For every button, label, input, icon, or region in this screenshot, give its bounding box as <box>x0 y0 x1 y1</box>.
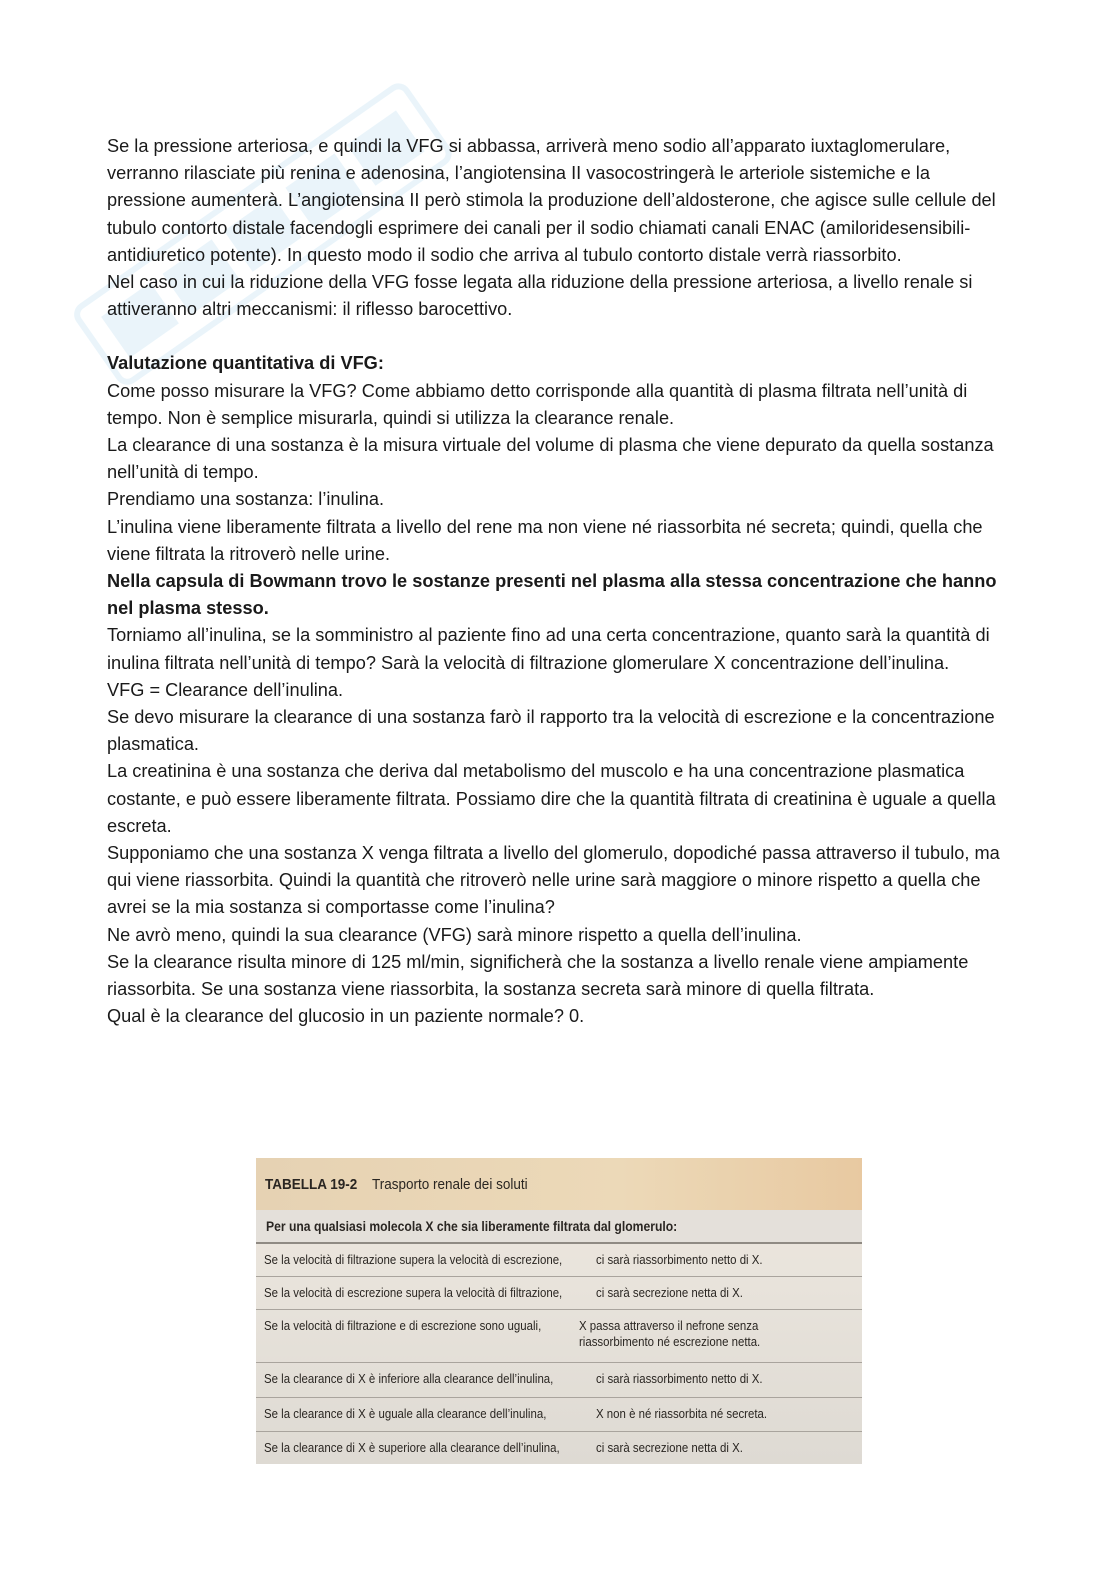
paragraph: Prendiamo una sostanza: l’inulina. <box>107 489 385 510</box>
paragraph: La creatinina è una sostanza che deriva dal metabolismo del muscolo e ha una concentrazione plasmatica costante, e può essere liberamente filtrata. Possiamo dire che la quantità filtrata di creatinina è uguale a quella escreta. <box>107 761 996 836</box>
bold-paragraph: Nella capsula di Bowmann trovo le sostanze presenti nel plasma alla stessa concentrazione che hanno nel plasma stesso. <box>107 571 997 619</box>
table-row <box>256 1244 862 1277</box>
table-cell-result: ci sarà riassorbimento netto di X. <box>596 1252 763 1267</box>
table-cell-result: X passa attraverso il nefrone senza riassorbimento né escrezione netta. <box>579 1318 761 1349</box>
table-row <box>256 1363 862 1398</box>
table-header <box>256 1158 862 1210</box>
paragraph: Come posso misurare la VFG? Come abbiamo detto corrisponde alla quantità di plasma filtrata nell’unità di tempo. Non è semplice misurarla, quindi si utilizza la clearance renale. <box>107 380 968 428</box>
table-title: Trasporto renale dei soluti <box>372 1175 528 1193</box>
table-row <box>256 1310 862 1363</box>
paragraph: Nel caso in cui la riduzione della VFG fosse legata alla riduzione della pressione arteriosa, a livello renale si attiveranno altri meccanismi: il riflesso barocettivo. <box>107 272 973 320</box>
table-row <box>256 1432 862 1464</box>
table-cell-condition: Se la velocità di escrezione supera la velocità di filtrazione, <box>264 1285 563 1300</box>
paragraph: L’inulina viene liberamente filtrata a livello del rene ma non viene né riassorbita né secreta; quindi, quella che viene filtrata la ritroverò nelle urine. <box>107 516 983 564</box>
table-subtitle <box>256 1210 862 1244</box>
section-heading: Valutazione quantitativa di VFG: <box>107 353 384 374</box>
table-row <box>256 1277 862 1310</box>
table-cell-result: ci sarà secrezione netta di X. <box>596 1440 743 1455</box>
table-cell-condition: Se la clearance di X è inferiore alla clearance dell’inulina, <box>264 1371 554 1386</box>
paragraph: La clearance di una sostanza è la misura virtuale del volume di plasma che viene depurato da quella sostanza nell’unità di tempo. <box>107 435 994 483</box>
table-cell-result: X non è né riassorbita né secreta. <box>596 1406 768 1421</box>
paragraph: Se la clearance risulta minore di 125 ml/min, significherà che la sostanza a livello renale viene ampiamente riassorbita. Se una sostanza viene riassorbita, la sostanza secreta sarà minore di quella filtrata. <box>107 951 969 1000</box>
table-cell-condition: Se la clearance di X è uguale alla clearance dell’inulina, <box>264 1406 547 1421</box>
table-subtitle-text: Per una qualsiasi molecola X che sia liberamente filtrata dal glomerulo: <box>266 1218 678 1234</box>
table-cell-result: ci sarà secrezione netta di X. <box>596 1285 743 1300</box>
paragraph: Torniamo all’inulina, se la somministro al paziente fino ad una certa concentrazione, quanto sarà la quantità di inulina filtrata nell’unità di tempo? Sarà la velocità di filtrazione glomerulare X concentrazione dell’inulina. <box>107 625 990 673</box>
table-row <box>256 1398 862 1432</box>
table-cell-result: ci sarà riassorbimento netto di X. <box>596 1371 763 1386</box>
paragraph: VFG = Clearance dell’inulina. <box>107 679 344 700</box>
paragraph: Se devo misurare la clearance di una sostanza farò il rapporto tra la velocità di escrezione e la concentrazione plasmatica. <box>107 707 995 755</box>
paragraph: Ne avrò meno, quindi la sua clearance (VFG) sarà minore rispetto a quella dell’inulina. <box>107 924 802 945</box>
document-body <box>107 133 1012 1031</box>
paragraph: Se la pressione arteriosa, e quindi la VFG si abbassa, arriverà meno sodio all’apparato iuxtaglomerulare, verranno rilasciate più renina e adenosina, l’angiotensina II vasocostringerà le arteriole sistemiche e la pressione aumenterà. L’angiotensina II però stimola la produzione dell’aldosterone, che agisce sulle cellule del tubulo contorto distale facendogli esprimere dei canali per il sodio chiamati canali ENAC (amiloridesensibili- antidiuretico potente). In questo modo il sodio che arriva al tubulo contorto distale verrà riassorbito. <box>107 136 996 265</box>
table-photo <box>256 1158 862 1464</box>
paragraph: Supponiamo che una sostanza X venga filtrata a livello del glomerulo, dopodiché passa attraverso il tubulo, ma qui viene riassorbita. Quindi la quantità che ritroverò nelle urine sarà maggiore o minore rispetto a quella che avrei se la mia sostanza si comportasse come l’inulina? <box>107 843 1000 918</box>
paragraph: Qual è la clearance del glucosio in un paziente normale? 0. <box>107 1006 585 1027</box>
table-number: TABELLA 19-2 <box>265 1175 358 1193</box>
table-cell-condition: Se la velocità di filtrazione supera la velocità di escrezione, <box>264 1252 563 1267</box>
table-cell-condition: Se la velocità di filtrazione e di escrezione sono uguali, <box>264 1318 542 1333</box>
table-cell-condition: Se la clearance di X è superiore alla clearance dell’inulina, <box>264 1440 560 1455</box>
